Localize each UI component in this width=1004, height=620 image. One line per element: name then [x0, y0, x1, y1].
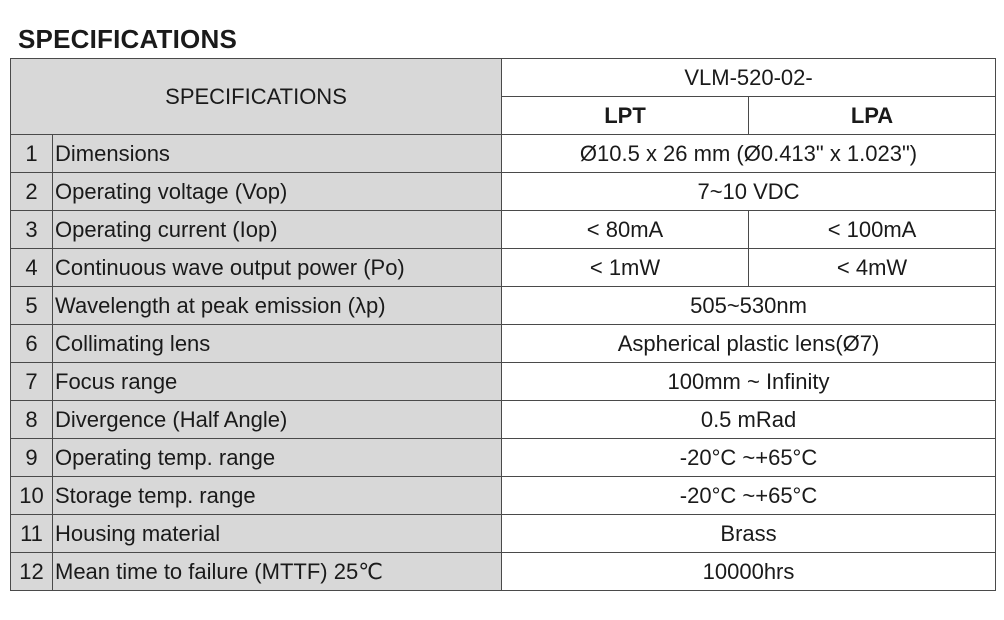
- row-number: 2: [11, 173, 53, 211]
- table-row: [11, 211, 996, 249]
- row-label: Operating temp. range: [53, 439, 502, 477]
- row-label: Housing material: [53, 515, 502, 553]
- table-row: [11, 477, 996, 515]
- row-label: Wavelength at peak emission (λp): [53, 287, 502, 325]
- page-title: SPECIFICATIONS: [18, 24, 238, 54]
- row-value: -20°C ~+65°C: [502, 477, 996, 515]
- header-model-number: VLM-520-02-: [502, 59, 996, 97]
- table-row: [11, 287, 996, 325]
- table-header-row: [11, 59, 996, 97]
- row-number: 4: [11, 249, 53, 287]
- table-row: [11, 439, 996, 477]
- row-value: 505~530nm: [502, 287, 996, 325]
- row-number: 7: [11, 363, 53, 401]
- table-row: [11, 249, 996, 287]
- row-value: Aspherical plastic lens(Ø7): [502, 325, 996, 363]
- row-number: 1: [11, 135, 53, 173]
- row-value-lpt: < 80mA: [502, 211, 749, 249]
- table-row: [11, 135, 996, 173]
- row-value-lpa: < 100mA: [749, 211, 996, 249]
- header-specifications-label: SPECIFICATIONS: [11, 59, 502, 135]
- table-row: [11, 325, 996, 363]
- row-number: 10: [11, 477, 53, 515]
- row-value: 0.5 mRad: [502, 401, 996, 439]
- row-number: 12: [11, 553, 53, 591]
- row-value-lpt: < 1mW: [502, 249, 749, 287]
- row-label: Storage temp. range: [53, 477, 502, 515]
- row-number: 9: [11, 439, 53, 477]
- row-value: -20°C ~+65°C: [502, 439, 996, 477]
- row-value-lpa: < 4mW: [749, 249, 996, 287]
- row-label: Focus range: [53, 363, 502, 401]
- table-row: [11, 401, 996, 439]
- table-row: [11, 363, 996, 401]
- row-label: Operating current (Iop): [53, 211, 502, 249]
- specifications-table: [10, 58, 996, 591]
- row-label: Mean time to failure (MTTF) 25℃: [53, 553, 502, 591]
- row-label: Dimensions: [53, 135, 502, 173]
- table-row: [11, 553, 996, 591]
- row-label: Operating voltage (Vop): [53, 173, 502, 211]
- row-number: 6: [11, 325, 53, 363]
- row-number: 5: [11, 287, 53, 325]
- row-value: Brass: [502, 515, 996, 553]
- row-number: 11: [11, 515, 53, 553]
- table-row: [11, 173, 996, 211]
- row-number: 8: [11, 401, 53, 439]
- table-row: [11, 515, 996, 553]
- row-label: Continuous wave output power (Po): [53, 249, 502, 287]
- row-number: 3: [11, 211, 53, 249]
- row-value: 100mm ~ Infinity: [502, 363, 996, 401]
- row-value: 10000hrs: [502, 553, 996, 591]
- row-label: Collimating lens: [53, 325, 502, 363]
- row-label: Divergence (Half Angle): [53, 401, 502, 439]
- header-variant-lpa: LPA: [749, 97, 996, 135]
- row-value: 7~10 VDC: [502, 173, 996, 211]
- row-value: Ø10.5 x 26 mm (Ø0.413" x 1.023"): [502, 135, 996, 173]
- header-variant-lpt: LPT: [502, 97, 749, 135]
